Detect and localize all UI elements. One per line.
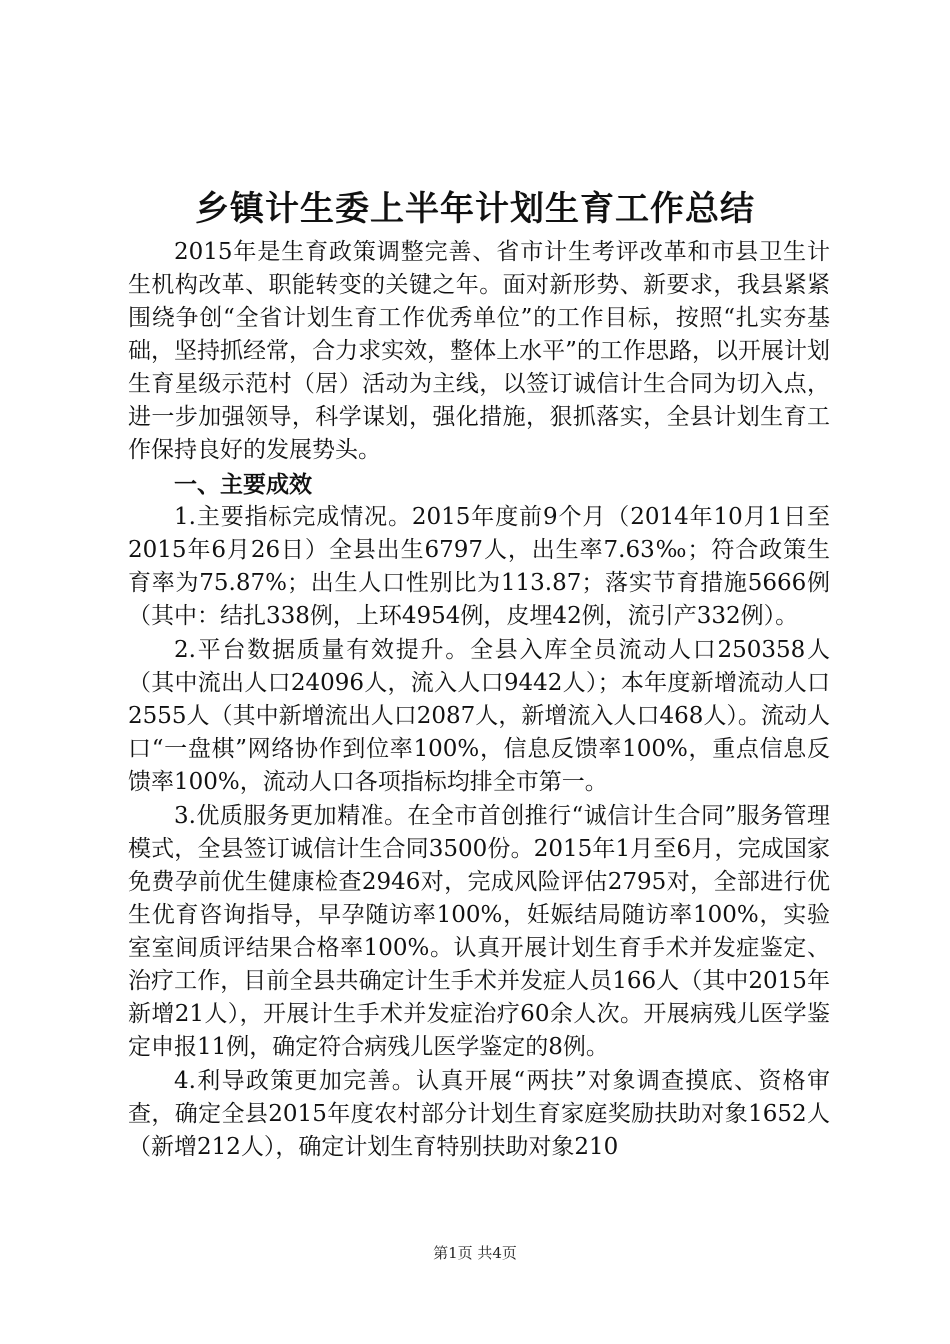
paragraph-platform-data: 2.平台数据质量有效提升。全县入库全员流动人口250358人（其中流出人口24096人，流入人口9442人）；本年度新增流动人口2555人（其中新增流出人口2087人，新增流入人口468人）。流动人口“一盘棋”网络协作到位率100%，信息反馈率100%，重点信息反馈率100%，流动人口各项指标均排全市第一。 (128, 637, 830, 795)
page-footer: 第1页 共4页 (433, 1244, 517, 1262)
paragraph-intro: 2015年是生育政策调整完善、省市计生考评改革和市县卫生计生机构改革、职能转变的关键之年。面对新形势、新要求，我县紧紧围绕争创“全省计划生育工作优秀单位”的工作目标，按照“扎实夯基础，坚持抓经常，合力求实效，整体上水平”的工作思路，以开展计划生育星级示范村（居）活动为主线，以签订诚信计生合同为切入点，进一步加强领导，科学谋划，强化措施，狠抓落实，全县计划生育工作保持良好的发展势头。 (128, 239, 830, 463)
paragraph-quality-service: 3.优质服务更加精准。在全市首创推行“诚信计生合同”服务管理模式，全县签订诚信计生合同3500份。2015年1月至6月，完成国家免费孕前优生健康检查2946对，完成风险评估2795对，全部进行优生优育咨询指导，早孕随访率100%，妊娠结局随访率100%，实验室室间质评结果合格率100%。认真开展计划生育手术并发症鉴定、治疗工作，目前全县共确定计生手术并发症人员166人（其中2015年新增21人），开展计生手术并发症治疗60余人次。开展病残儿医学鉴定申报11例，确定符合病残儿医学鉴定的8例。 (128, 803, 830, 1060)
paragraph-policy: 4.利导政策更加完善。认真开展“两扶”对象调查摸底、资格审查，确定全县2015年度农村部分计划生育家庭奖励扶助对象1652人（新增212人），确定计划生育特别扶助对象210 (128, 1068, 830, 1160)
paragraph-key-indicators: 1.主要指标完成情况。2015年度前9个月（2014年10月1日至2015年6月26日）全县出生6797人，出生率7.63‰；符合政策生育率为75.87%；出生人口性别比为113.87；落实节育措施5666例（其中：结扎338例，上环4954例，皮埋42例，流引产332例）。 (128, 504, 830, 629)
document-title: 乡镇计生委上半年计划生育工作总结 (195, 189, 755, 229)
document-body (128, 236, 830, 1164)
section-heading-main-results: 一、主要成效 (174, 471, 312, 498)
